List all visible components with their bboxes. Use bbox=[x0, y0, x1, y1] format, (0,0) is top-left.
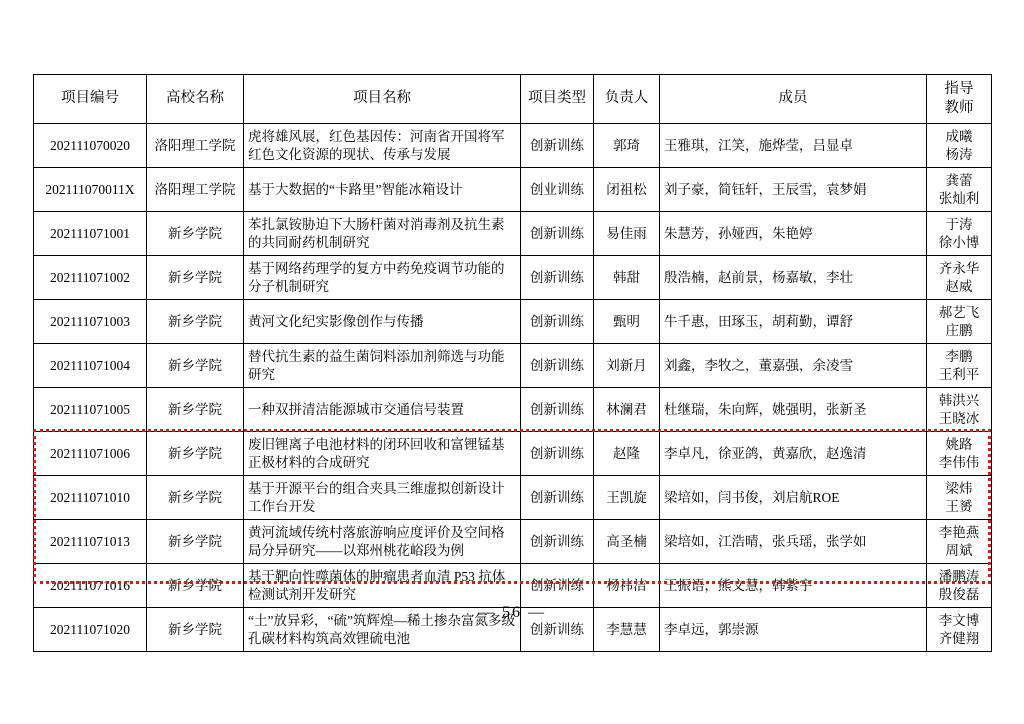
page-number: — 56 — bbox=[478, 604, 546, 621]
cell-advisor bbox=[927, 476, 992, 520]
table-row bbox=[34, 564, 992, 608]
cell-members: 李卓凡，徐亚鸽，黄嘉欣，赵逸清 bbox=[660, 432, 927, 476]
cell-school-name: 新乡学院 bbox=[147, 520, 244, 564]
cell-project-name: 黄河文化纪实影像创作与传播 bbox=[244, 300, 521, 344]
cell-advisor bbox=[927, 168, 992, 212]
cell-project-name: 基于网络药理学的复方中药免疫调节功能的分子机制研究 bbox=[244, 256, 521, 300]
advisor-line: 王赟 bbox=[945, 498, 973, 514]
cell-leader: 林澜君 bbox=[594, 388, 660, 432]
cell-project-type: 创新训练 bbox=[521, 564, 594, 608]
advisor-line: 庄鹏 bbox=[945, 322, 973, 338]
cell-leader: 刘新月 bbox=[594, 344, 660, 388]
cell-project-type: 创新训练 bbox=[521, 388, 594, 432]
cell-members: 朱慧芳，孙娅西，朱艳婷 bbox=[660, 212, 927, 256]
project-table bbox=[33, 74, 992, 652]
cell-members: 刘鑫，李牧之，董嘉强，余凌雪 bbox=[660, 344, 927, 388]
header-project-type: 项目类型 bbox=[521, 75, 594, 124]
cell-members: 刘子豪，简钰轩，王辰雪，袁梦娟 bbox=[660, 168, 927, 212]
advisor-line: 张灿利 bbox=[938, 190, 980, 206]
cell-school-name: 洛阳理工学院 bbox=[147, 168, 244, 212]
advisor-line: 齐健翔 bbox=[938, 630, 980, 646]
cell-project-code: 202111071005 bbox=[34, 388, 147, 432]
cell-school-name: 洛阳理工学院 bbox=[147, 124, 244, 168]
advisor-line: 周斌 bbox=[945, 542, 973, 558]
header-members: 成员 bbox=[660, 75, 927, 124]
cell-school-name: 新乡学院 bbox=[147, 608, 244, 652]
advisor-line: 姚路 bbox=[945, 436, 973, 452]
advisor-line: 龚蕾 bbox=[945, 172, 973, 188]
cell-school-name: 新乡学院 bbox=[147, 388, 244, 432]
cell-project-type: 创新训练 bbox=[521, 520, 594, 564]
table-row bbox=[34, 212, 992, 256]
cell-project-type: 创新训练 bbox=[521, 608, 594, 652]
project-table-container bbox=[33, 74, 991, 652]
cell-members: 李卓远，郭崇源 bbox=[660, 608, 927, 652]
cell-project-name: 一种双拼清洁能源城市交通信号装置 bbox=[244, 388, 521, 432]
cell-leader: 易佳雨 bbox=[594, 212, 660, 256]
cell-school-name: 新乡学院 bbox=[147, 212, 244, 256]
cell-members: 王振语，熊文慧，韩紫宇 bbox=[660, 564, 927, 608]
cell-members: 王雅琪，江笑，施烨莹，吕显卓 bbox=[660, 124, 927, 168]
cell-school-name: 新乡学院 bbox=[147, 256, 244, 300]
cell-advisor bbox=[927, 212, 992, 256]
table-row bbox=[34, 476, 992, 520]
advisor-line: 李伟伟 bbox=[938, 454, 980, 470]
advisor-line: 李鹏 bbox=[945, 348, 973, 364]
cell-project-type: 创新训练 bbox=[521, 476, 594, 520]
cell-members: 牛千惠，田琢玉，胡莉勤，谭舒 bbox=[660, 300, 927, 344]
cell-leader: 杨祎洁 bbox=[594, 564, 660, 608]
cell-school-name: 新乡学院 bbox=[147, 300, 244, 344]
table-header-row bbox=[34, 75, 992, 124]
cell-leader: 赵隆 bbox=[594, 432, 660, 476]
cell-project-code: 202111071002 bbox=[34, 256, 147, 300]
header-project-name: 项目名称 bbox=[244, 75, 521, 124]
cell-project-code: 202111070020 bbox=[34, 124, 147, 168]
advisor-line: 王利平 bbox=[938, 366, 980, 382]
cell-school-name: 新乡学院 bbox=[147, 432, 244, 476]
cell-project-name: 基于靶向性噬菌体的肿瘤患者血清 P53 抗体检测试剂开发研究 bbox=[244, 564, 521, 608]
advisor-line: 李文博 bbox=[938, 612, 980, 628]
table-row bbox=[34, 168, 992, 212]
cell-advisor bbox=[927, 564, 992, 608]
cell-project-code: 202111071013 bbox=[34, 520, 147, 564]
cell-members: 梁培如，闫书俊，刘启航ROE bbox=[660, 476, 927, 520]
advisor-line: 郝艺飞 bbox=[938, 304, 980, 320]
advisor-line: 韩洪兴 bbox=[938, 392, 980, 408]
cell-project-code: 202111071016 bbox=[34, 564, 147, 608]
cell-members: 梁培如，江浩晴，张兵瑶，张学如 bbox=[660, 520, 927, 564]
cell-members: 殷浩楠，赵前景，杨嘉敏，李壮 bbox=[660, 256, 927, 300]
cell-advisor bbox=[927, 520, 992, 564]
table-row bbox=[34, 344, 992, 388]
advisor-line: 赵威 bbox=[945, 278, 973, 294]
cell-project-code: 202111071004 bbox=[34, 344, 147, 388]
table-row bbox=[34, 388, 992, 432]
cell-project-code: 202111071003 bbox=[34, 300, 147, 344]
advisor-line: 殷俊磊 bbox=[938, 586, 980, 602]
cell-advisor bbox=[927, 256, 992, 300]
header-leader: 负责人 bbox=[594, 75, 660, 124]
cell-project-code: 202111071001 bbox=[34, 212, 147, 256]
cell-leader: 李慧慧 bbox=[594, 608, 660, 652]
cell-leader: 韩甜 bbox=[594, 256, 660, 300]
cell-leader: 高圣楠 bbox=[594, 520, 660, 564]
cell-school-name: 新乡学院 bbox=[147, 344, 244, 388]
advisor-line: 梁炜 bbox=[945, 480, 973, 496]
header-advisor: 指导 教师 bbox=[927, 75, 992, 124]
cell-advisor bbox=[927, 300, 992, 344]
cell-project-type: 创新训练 bbox=[521, 432, 594, 476]
cell-project-name: 苯扎氯铵胁迫下大肠杆菌对消毒剂及抗生素的共同耐药机制研究 bbox=[244, 212, 521, 256]
cell-leader: 郭琦 bbox=[594, 124, 660, 168]
cell-project-type: 创新训练 bbox=[521, 344, 594, 388]
cell-project-name: 虎将雄风展，红色基因传：河南省开国将军红色文化资源的现状、传承与发展 bbox=[244, 124, 521, 168]
table-row bbox=[34, 432, 992, 476]
advisor-line: 杨涛 bbox=[945, 146, 973, 162]
cell-project-code: 202111071010 bbox=[34, 476, 147, 520]
cell-project-code: 202111070011X bbox=[34, 168, 147, 212]
table-row bbox=[34, 520, 992, 564]
advisor-line: 齐永华 bbox=[938, 260, 980, 276]
cell-project-name: 废旧锂离子电池材料的闭环回收和富锂锰基正极材料的合成研究 bbox=[244, 432, 521, 476]
cell-project-type: 创新训练 bbox=[521, 124, 594, 168]
cell-project-type: 创业训练 bbox=[521, 168, 594, 212]
cell-school-name: 新乡学院 bbox=[147, 564, 244, 608]
cell-project-name: 替代抗生素的益生菌饲料添加剂筛选与功能研究 bbox=[244, 344, 521, 388]
cell-project-type: 创新训练 bbox=[521, 256, 594, 300]
cell-project-name: “土”放异彩，“硫”筑辉煌—稀土掺杂富氮多级孔碳材料构筑高效锂硫电池 bbox=[244, 608, 521, 652]
cell-project-type: 创新训练 bbox=[521, 300, 594, 344]
cell-advisor bbox=[927, 388, 992, 432]
advisor-line: 李艳燕 bbox=[938, 524, 980, 540]
cell-leader: 闭祖松 bbox=[594, 168, 660, 212]
cell-school-name: 新乡学院 bbox=[147, 476, 244, 520]
cell-project-name: 基于大数据的“卡路里”智能冰箱设计 bbox=[244, 168, 521, 212]
table-row bbox=[34, 124, 992, 168]
table-row bbox=[34, 300, 992, 344]
advisor-line: 徐小博 bbox=[938, 234, 980, 250]
cell-project-type: 创新训练 bbox=[521, 212, 594, 256]
cell-advisor bbox=[927, 344, 992, 388]
cell-project-name: 基于开源平台的组合夹具三维虚拟创新设计工作台开发 bbox=[244, 476, 521, 520]
header-project-code: 项目编号 bbox=[34, 75, 147, 124]
cell-members: 杜继瑞，朱向辉，姚强明，张新圣 bbox=[660, 388, 927, 432]
cell-leader: 王凯旋 bbox=[594, 476, 660, 520]
header-school-name: 高校名称 bbox=[147, 75, 244, 124]
advisor-line: 于涛 bbox=[945, 216, 973, 232]
cell-advisor bbox=[927, 124, 992, 168]
cell-advisor bbox=[927, 432, 992, 476]
cell-project-code: 202111071006 bbox=[34, 432, 147, 476]
advisor-line: 潘鹏涛 bbox=[938, 568, 980, 584]
table-row bbox=[34, 256, 992, 300]
advisor-line: 成曦 bbox=[945, 128, 973, 144]
cell-leader: 甄明 bbox=[594, 300, 660, 344]
advisor-line: 王晓冰 bbox=[938, 410, 980, 426]
cell-project-name: 黄河流域传统村落旅游响应度评价及空间格局分异研究——以郑州桃花峪段为例 bbox=[244, 520, 521, 564]
cell-project-code: 202111071020 bbox=[34, 608, 147, 652]
